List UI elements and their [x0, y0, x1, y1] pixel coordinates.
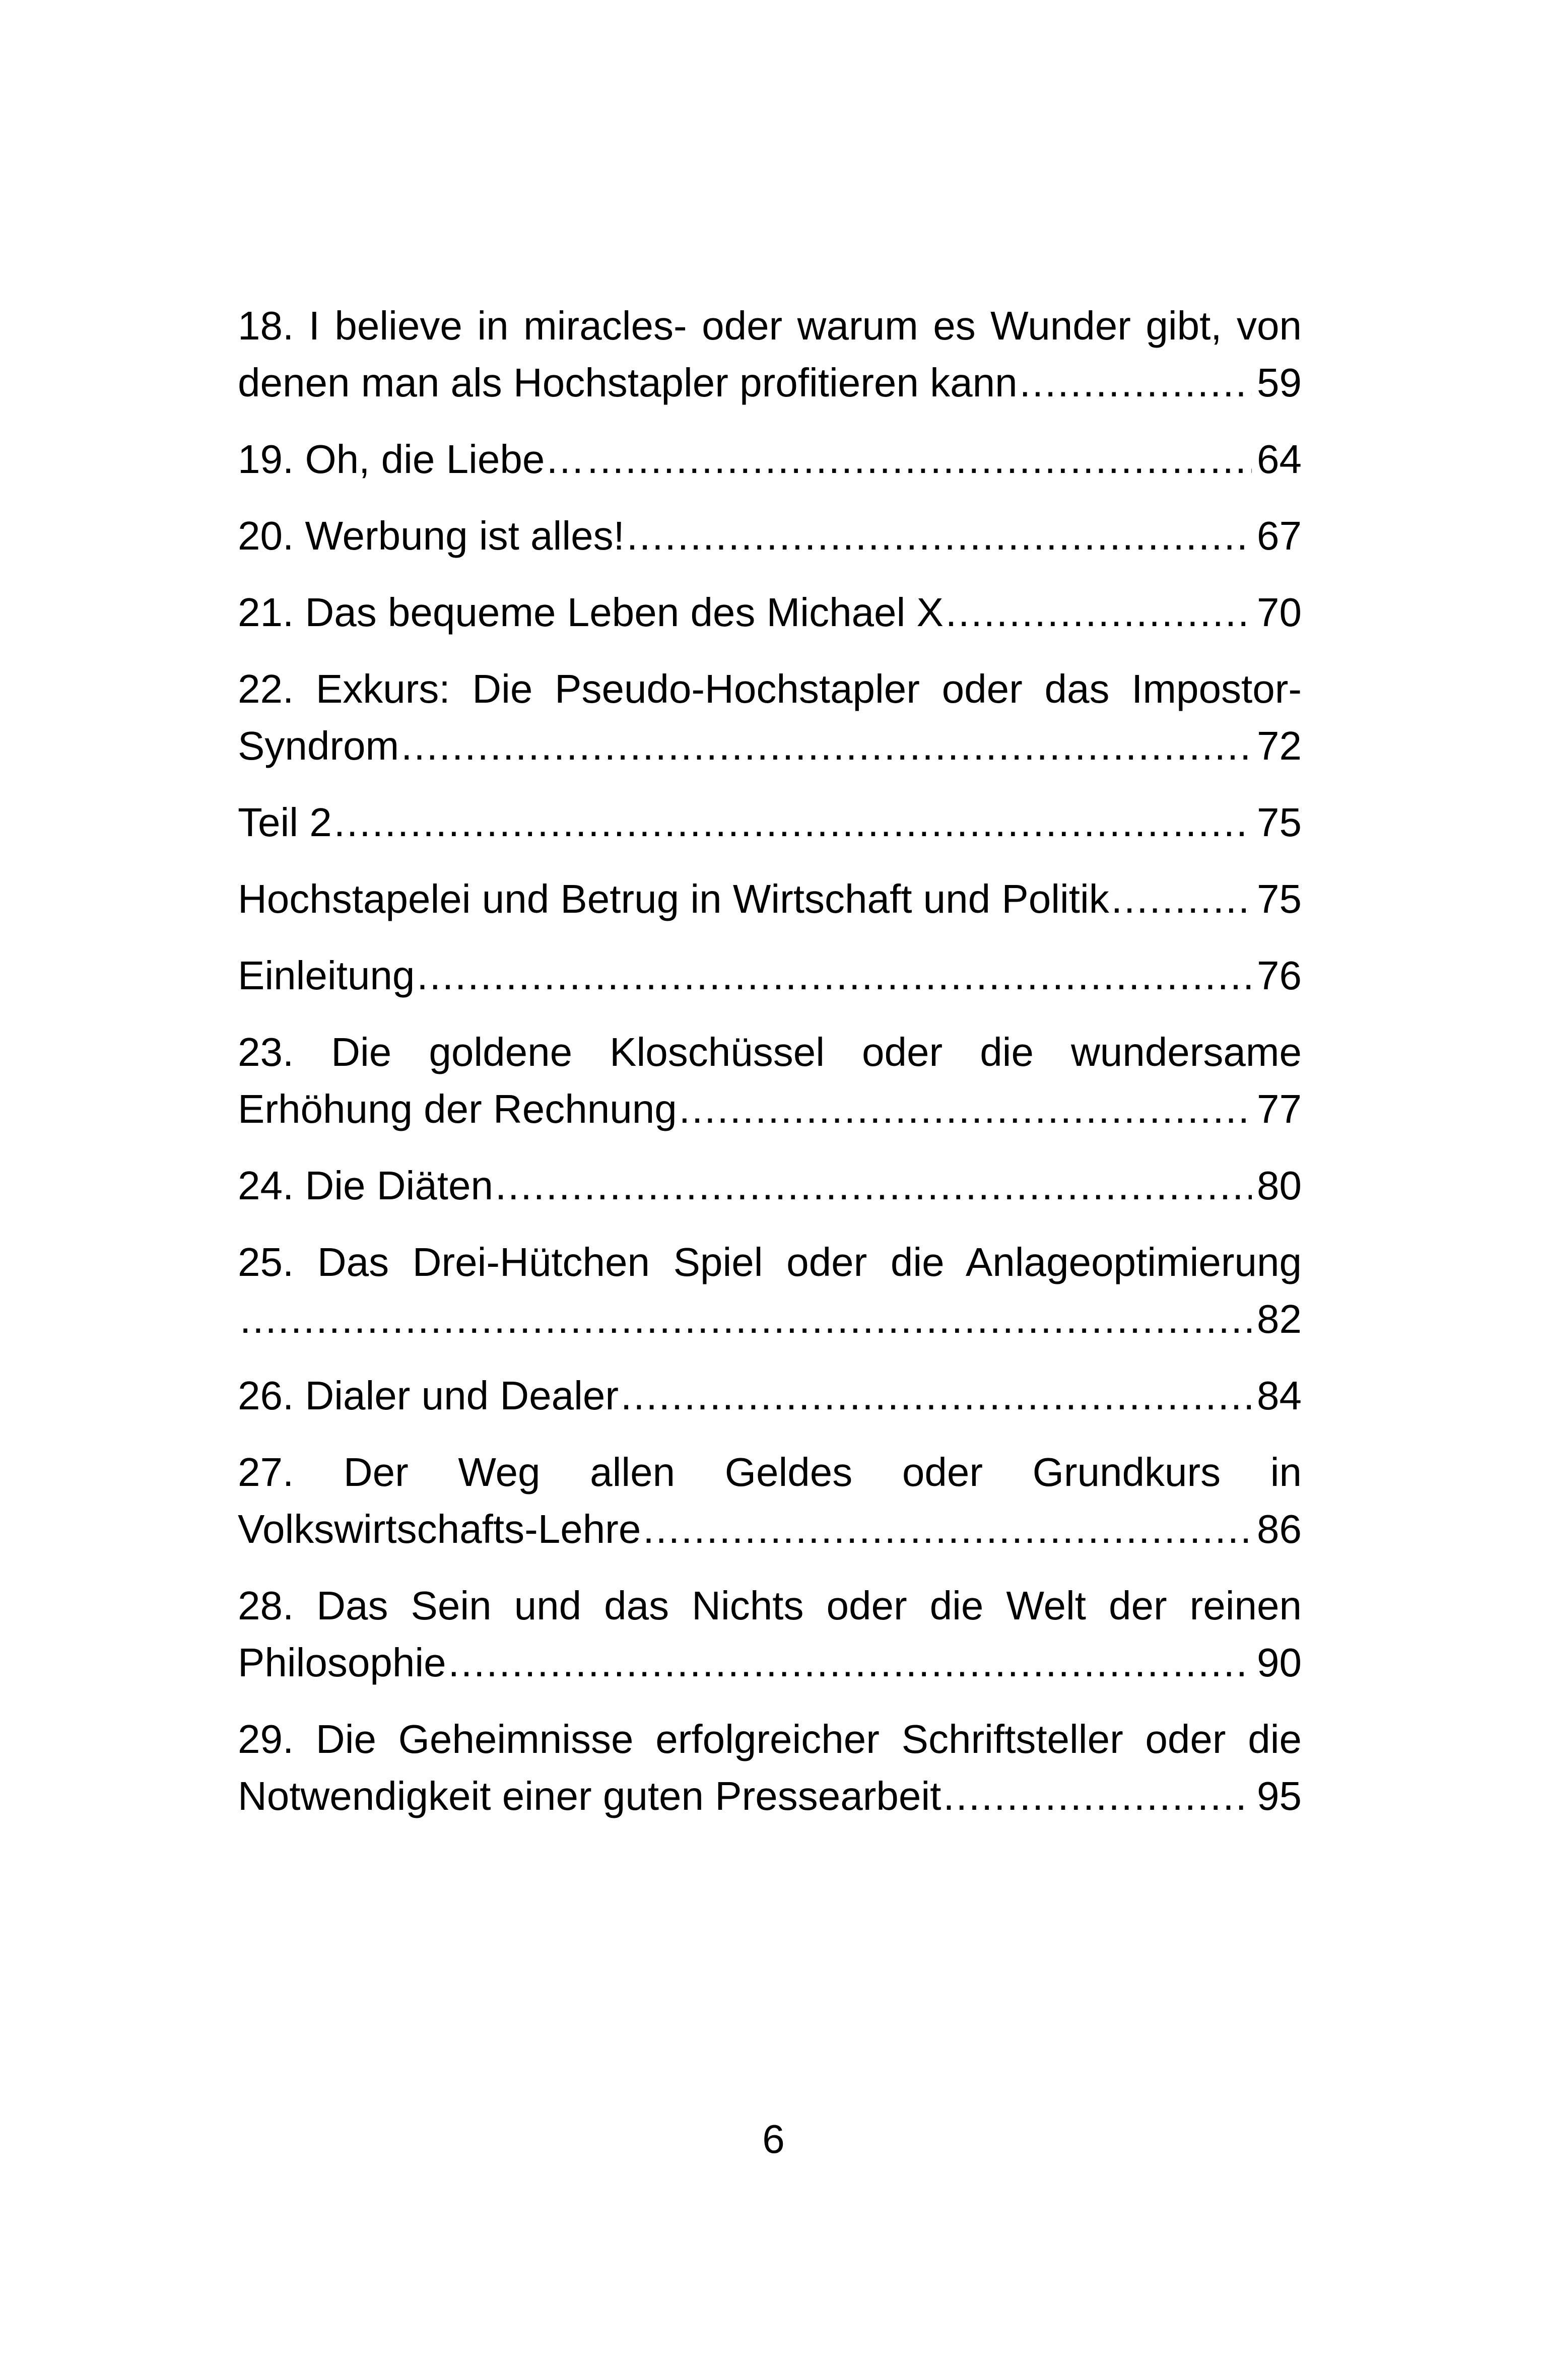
toc-entry-23-page: 77	[1257, 1086, 1302, 1131]
dot-leader	[943, 1767, 1252, 1824]
toc-entry-26	[238, 1367, 1302, 1424]
toc-entry-24	[238, 1157, 1302, 1214]
dot-leader	[627, 507, 1252, 564]
toc-entry-22	[238, 660, 1302, 774]
toc-entry-20-title: 20. Werbung ist alles!	[238, 513, 625, 558]
dot-leader	[1020, 354, 1252, 411]
toc-entry-teil-2	[238, 794, 1302, 851]
dot-leader	[679, 1080, 1252, 1137]
toc-entry-18-page: 59	[1257, 360, 1302, 405]
toc-entry-part-title-page: 75	[1257, 876, 1302, 921]
toc-entry-teil-2-page: 75	[1257, 800, 1302, 845]
toc-entry-28-line1: 28. Das Sein und das Nichts oder die Welt der reinen	[238, 1583, 1302, 1628]
toc-entry-einleitung	[238, 947, 1302, 1004]
toc-entry-einleitung-title: Einleitung	[238, 953, 415, 998]
toc-entry-20-page: 67	[1257, 513, 1302, 558]
toc-entry-21	[238, 584, 1302, 641]
toc-entry-28-page: 90	[1257, 1640, 1302, 1685]
toc-entry-26-page: 84	[1257, 1373, 1302, 1418]
toc-entry-26-title: 26. Dialer und Dealer	[238, 1373, 619, 1418]
toc-entry-19-title: 19. Oh, die Liebe…	[238, 437, 585, 482]
toc-entry-25-page: 82	[1257, 1297, 1302, 1341]
dot-leader	[334, 794, 1252, 851]
dot-leader	[417, 947, 1252, 1004]
toc-entry-29-line2: Notwendigkeit einer guten Pressearbeit	[238, 1774, 941, 1818]
toc-entry-28-line2: Philosophie	[238, 1640, 446, 1685]
table-of-contents	[238, 297, 1302, 1844]
toc-entry-29	[238, 1711, 1302, 1824]
toc-entry-21-title: 21. Das bequeme Leben des Michael X	[238, 590, 944, 635]
toc-entry-24-page: 80	[1257, 1163, 1302, 1208]
dot-leader	[621, 1367, 1252, 1424]
toc-entry-19	[238, 431, 1302, 488]
toc-entry-18-line2: denen man als Hochstapler profitieren kann	[238, 360, 1018, 405]
toc-entry-einleitung-page: 76	[1257, 953, 1302, 998]
dot-leader	[643, 1501, 1252, 1557]
toc-entry-22-page: 72	[1257, 723, 1302, 768]
dot-leader	[1111, 870, 1252, 927]
toc-entry-29-line1: 29. Die Geheimnisse erfolgreicher Schriftsteller oder die	[238, 1717, 1302, 1761]
toc-entry-25-line1: 25. Das Drei-Hütchen Spiel oder die Anlageoptimierung	[238, 1240, 1302, 1284]
toc-entry-19-page: 64	[1257, 437, 1302, 482]
toc-entry-21-page: 70	[1257, 590, 1302, 635]
toc-entry-18	[238, 297, 1302, 411]
toc-entry-29-page: 95	[1257, 1774, 1302, 1818]
toc-entry-25	[238, 1234, 1302, 1347]
toc-entry-24-title: 24. Die Diäten	[238, 1163, 493, 1208]
dot-leader	[240, 1290, 1252, 1347]
toc-entry-27-page: 86	[1257, 1507, 1302, 1551]
toc-entry-22-line2: Syndrom	[238, 723, 399, 768]
toc-entry-part-title	[238, 870, 1302, 927]
toc-entry-27-line2: Volkswirtschafts-Lehre	[238, 1507, 641, 1551]
toc-entry-part-title-text: Hochstapelei und Betrug in Wirtschaft und Politik	[238, 876, 1109, 921]
toc-entry-20	[238, 507, 1302, 564]
toc-entry-27	[238, 1444, 1302, 1557]
dot-leader	[448, 1634, 1252, 1691]
toc-entry-23	[238, 1024, 1302, 1137]
toc-entry-18-line1: 18. I believe in miracles- oder warum es Wunder gibt, von	[238, 303, 1302, 348]
toc-entry-27-line1: 27. Der Weg allen Geldes oder Grundkurs in	[238, 1450, 1302, 1494]
dot-leader	[495, 1157, 1252, 1214]
toc-entry-22-line1: 22. Exkurs: Die Pseudo-Hochstapler oder das Impostor-	[238, 666, 1302, 711]
page-number: 6	[762, 2117, 785, 2161]
toc-entry-23-line2: Erhöhung der Rechnung	[238, 1086, 677, 1131]
toc-entry-23-line1: 23. Die goldene Kloschüssel oder die wundersame	[238, 1030, 1302, 1074]
dot-leader	[587, 431, 1252, 488]
toc-entry-teil-2-title: Teil 2	[238, 800, 332, 845]
dot-leader	[946, 584, 1252, 641]
toc-entry-28	[238, 1577, 1302, 1691]
dot-leader	[401, 717, 1252, 774]
